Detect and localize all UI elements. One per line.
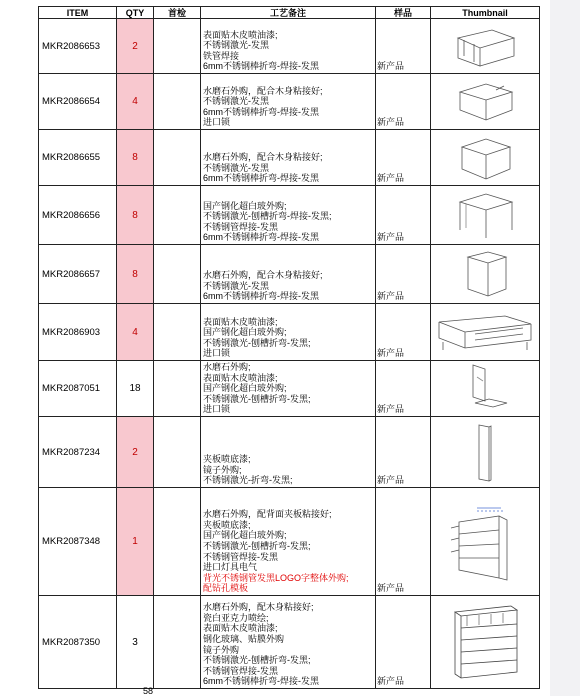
thumbnail-cell — [431, 361, 540, 417]
qty-cell: 8 — [117, 130, 154, 186]
sample-cell: 新产品 — [376, 130, 431, 186]
thumbnail-cell — [431, 186, 540, 245]
wall-shelving-unit-sketch-icon — [447, 502, 523, 582]
note-line: 不锈钢激光-发黑 — [203, 280, 269, 291]
qty-cell: 18 — [117, 361, 154, 417]
header-item: ITEM — [39, 7, 117, 19]
note-line: 不锈钢激光-刨槽折弯-焊接-发黑; — [203, 211, 332, 222]
sample-cell: 新产品 — [376, 304, 431, 361]
sample-cell: 新产品 — [376, 186, 431, 245]
inspect-cell — [154, 488, 201, 596]
note-line: 水磨石外购，配合木身粘接好; — [203, 152, 323, 163]
qty-cell: 2 — [117, 417, 154, 488]
item-code: MKR2086903 — [39, 304, 117, 361]
note-line: 不锈钢激光-刨槽折弯-发黑; — [203, 393, 311, 404]
table-row — [39, 19, 540, 74]
sample-cell: 新产品 — [376, 19, 431, 74]
table-header-row — [39, 7, 540, 19]
notes-cell — [201, 488, 376, 596]
note-line: 进口锁 — [203, 117, 231, 128]
inspect-cell — [154, 186, 201, 245]
note-line: 不锈钢管焊接-发黑 — [203, 551, 278, 562]
tall-mirror-panel-sketch-icon — [465, 421, 505, 483]
note-line: 6mm不锈钢棒折弯-焊接-发黑 — [203, 676, 319, 687]
note-line: 不锈钢激光-发黑 — [203, 40, 269, 51]
qty-cell: 4 — [117, 74, 154, 130]
qty-cell: 3 — [117, 596, 154, 689]
qty-cell: 2 — [117, 19, 154, 74]
page-number: 58 — [143, 686, 154, 696]
note-line: 不锈钢管焊接-发黑 — [203, 221, 278, 232]
notes-cell — [201, 304, 376, 361]
note-line-red: 配钻孔模板 — [203, 583, 249, 594]
note-line: 水磨石外购，配木身粘接好; — [203, 602, 314, 613]
header-qty: QTY — [117, 7, 154, 19]
thumbnail-cell — [431, 130, 540, 186]
display-counter-sketch-icon — [435, 312, 535, 352]
note-line: 水磨石外购，配合木身粘接好; — [203, 270, 323, 281]
note-line-red: 背光不锈钢管发黑LOGO字整体外购; — [203, 572, 349, 583]
note-line: 瓷白亚克力喷绘; — [203, 612, 269, 623]
note-line: 表面贴木皮喷油漆; — [203, 316, 278, 327]
inspect-cell — [154, 130, 201, 186]
item-code: MKR2087234 — [39, 417, 117, 488]
note-line: 进口锁 — [203, 348, 231, 359]
note-line: 不锈钢管焊接-发黑 — [203, 665, 278, 676]
thumbnail-cell — [431, 19, 540, 74]
wall-panel-shelf-sketch-icon — [455, 363, 515, 415]
qty-cell: 4 — [117, 304, 154, 361]
header-notes: 工艺备注 — [201, 7, 376, 19]
note-line: 水磨石外购，配合木身粘接好; — [203, 85, 323, 96]
note-line: 国产钢化超白玻外购; — [203, 383, 287, 394]
sample-cell: 新产品 — [376, 74, 431, 130]
thumbnail-cell — [431, 488, 540, 596]
sample-cell: 新产品 — [376, 245, 431, 304]
note-line: 不锈钢激光-发黑 — [203, 162, 269, 173]
qty-cell: 8 — [117, 245, 154, 304]
note-line: 镜子外购; — [203, 464, 242, 475]
inspect-cell — [154, 596, 201, 689]
item-code: MKR2086656 — [39, 186, 117, 245]
note-line: 6mm不锈钢棒折弯-焊接-发黑 — [203, 61, 319, 72]
inspect-cell — [154, 74, 201, 130]
notes-cell — [201, 245, 376, 304]
note-line: 6mm不锈钢棒折弯-焊接-发黑 — [203, 291, 319, 302]
note-line: 6mm不锈钢棒折弯-焊接-发黑 — [203, 232, 319, 243]
note-line: 夹板喷底漆; — [203, 519, 251, 530]
qty-cell: 1 — [117, 488, 154, 596]
header-thumbnail: Thumbnail — [431, 7, 540, 19]
item-code: MKR2086653 — [39, 19, 117, 74]
table-row — [39, 186, 540, 245]
table-row — [39, 304, 540, 361]
note-line: 不锈钢激光-刨槽折弯-发黑; — [203, 541, 311, 552]
note-line: 水磨石外购; — [203, 362, 251, 373]
notes-cell — [201, 186, 376, 245]
note-line: 铁管焊接 — [203, 50, 240, 61]
table-row — [39, 245, 540, 304]
thumbnail-cell — [431, 304, 540, 361]
item-code: MKR2087350 — [39, 596, 117, 689]
notes-cell — [201, 596, 376, 689]
item-code: MKR2087051 — [39, 361, 117, 417]
process-sheet-table — [38, 6, 540, 689]
thumbnail-cell — [431, 596, 540, 689]
inspect-cell — [154, 19, 201, 74]
qty-cell: 8 — [117, 186, 154, 245]
note-line: 夹板喷底漆; — [203, 454, 251, 465]
sample-cell: 新产品 — [376, 417, 431, 488]
side-margin — [550, 0, 580, 696]
glass-display-table-sketch-icon — [452, 190, 518, 240]
thumbnail-cell — [431, 417, 540, 488]
note-line: 表面贴木皮喷油漆; — [203, 29, 278, 40]
table-row — [39, 417, 540, 488]
inspect-cell — [154, 361, 201, 417]
note-line: 6mm不锈钢棒折弯-焊接-发黑 — [203, 106, 319, 117]
note-line: 水磨石外购，配背面夹板粘接好; — [203, 509, 332, 520]
sample-cell: 新产品 — [376, 488, 431, 596]
item-code: MKR2086654 — [39, 74, 117, 130]
open-box-cabinet-sketch-icon — [452, 24, 518, 68]
notes-cell — [201, 19, 376, 74]
item-code: MKR2086655 — [39, 130, 117, 186]
note-line: 进口锁 — [203, 404, 231, 415]
sample-cell: 新产品 — [376, 596, 431, 689]
note-line: 不锈钢激光-折弯-发黑; — [203, 475, 293, 486]
inspect-cell — [154, 417, 201, 488]
table-row — [39, 130, 540, 186]
display-shelf-cabinet-sketch-icon — [445, 602, 525, 682]
note-line: 表面贴木皮喷油漆; — [203, 372, 278, 383]
note-line: 国产钢化超白玻外购; — [203, 530, 287, 541]
thumbnail-cell — [431, 245, 540, 304]
note-line: 镜子外购 — [203, 644, 240, 655]
notes-cell — [201, 417, 376, 488]
thumbnail-cell — [431, 74, 540, 130]
table-row — [39, 596, 540, 689]
note-line: 进口灯具电气 — [203, 562, 258, 573]
note-line: 表面贴木皮喷油漆; — [203, 623, 278, 634]
notes-cell — [201, 74, 376, 130]
table-row — [39, 361, 540, 417]
note-line: 不锈钢激光-刨槽折弯-发黑; — [203, 337, 311, 348]
note-line: 钢化玻璃、贴膜外购 — [203, 634, 285, 645]
cube-box-sketch-icon — [452, 135, 518, 181]
note-line: 不锈钢激光-发黑 — [203, 96, 269, 107]
note-line: 国产钢化超白玻外购; — [203, 200, 287, 211]
inspect-cell — [154, 304, 201, 361]
header-sample: 样品 — [376, 7, 431, 19]
item-code: MKR2087348 — [39, 488, 117, 596]
sample-cell: 新产品 — [376, 361, 431, 417]
notes-cell — [201, 130, 376, 186]
header-inspect: 首检 — [154, 7, 201, 19]
notes-cell — [201, 361, 376, 417]
item-code: MKR2086657 — [39, 245, 117, 304]
note-line: 6mm不锈钢棒折弯-焊接-发黑 — [203, 173, 319, 184]
pedestal-box-sketch-icon — [452, 249, 518, 299]
lidded-box-sketch-icon — [452, 80, 518, 124]
table-row — [39, 488, 540, 596]
inspect-cell — [154, 245, 201, 304]
table-row — [39, 74, 540, 130]
note-line: 不锈钢激光-刨槽折弯-发黑; — [203, 655, 311, 666]
note-line: 国产钢化超白玻外购; — [203, 327, 287, 338]
